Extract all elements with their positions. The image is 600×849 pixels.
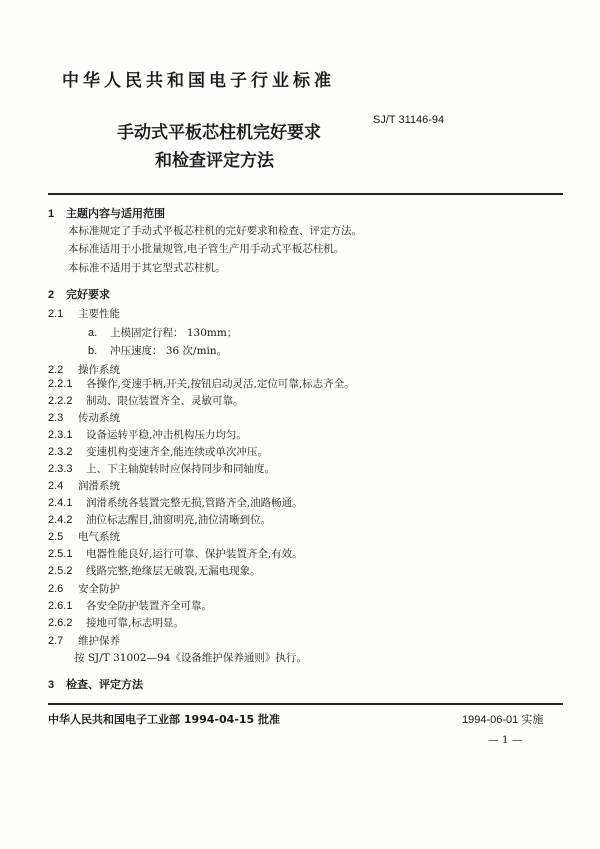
clause-number: 2.3 <box>48 412 64 424</box>
clause-line <box>48 461 275 476</box>
clause-text: 线路完整,绝缘层无破裂,无漏电现象。 <box>86 565 261 577</box>
header-divider <box>48 193 563 195</box>
clause-line <box>48 512 271 527</box>
clause-text: 上模固定行程： 130mm； <box>110 327 238 339</box>
clause-line <box>48 427 247 442</box>
clause-number: 2.5.2 <box>48 565 73 577</box>
clause-line <box>48 529 120 544</box>
approval-note: 中华人民共和国电子工业部 1994-04-15 批准 <box>48 713 281 726</box>
clause-number: 2.3.3 <box>48 463 73 475</box>
clause-text: 操作系统 <box>78 364 120 376</box>
clause-line <box>88 325 237 340</box>
section-title: 主题内容与适用范围 <box>66 207 165 220</box>
issuing-standard-header: 中华人民共和国电子行业标准 <box>62 71 335 91</box>
clause-number: 2.2.2 <box>48 395 73 407</box>
paragraph: 本标准适用于小批量规管,电子管生产用手动式平板芯柱机。 <box>68 243 345 255</box>
clause-number: 2.4.2 <box>48 514 73 526</box>
clause-number: 2.3.2 <box>48 446 73 458</box>
clause-line <box>48 563 261 578</box>
clause-number: 2.7 <box>48 635 64 647</box>
clause-line <box>48 393 244 408</box>
section-1-heading <box>48 205 165 221</box>
clause-text: 油位标志醒目,油窗明亮,油位清晰到位。 <box>86 514 272 526</box>
title-line-2: 和检查评定方法 <box>155 151 274 171</box>
clause-number: 2.6 <box>48 583 64 595</box>
clause-number: 2.1 <box>48 308 64 320</box>
clause-number: 2.2.1 <box>48 378 73 390</box>
section-number: 3 <box>48 679 55 691</box>
clause-text: 电气系统 <box>78 531 120 543</box>
clause-text: 润滑系统各装置完整无损,管路齐全,油路畅通。 <box>86 497 303 509</box>
page-number: — 1 — <box>488 734 523 746</box>
clause-line <box>48 598 212 613</box>
paragraph: 本标准规定了手动式平板芯柱机的完好要求和检查、评定方法。 <box>68 225 362 237</box>
clause-number: 2.6.2 <box>48 617 73 629</box>
clause-number: b. <box>88 345 98 357</box>
clause-text: 各操作,变速手柄,开关,按钮启动灵活,定位可靠,标志齐全。 <box>86 378 355 390</box>
paragraph: 本标准不适用于其它型式芯柱机。 <box>68 262 226 274</box>
standard-code: SJ/T 31146-94 <box>373 114 445 126</box>
clause-number: 2.5.1 <box>48 548 73 560</box>
clause-number: 2.6.1 <box>48 600 73 612</box>
clause-line <box>48 633 120 648</box>
effective-date: 1994-06-01 实施 <box>462 714 544 726</box>
clause-line <box>48 306 120 321</box>
clause-line <box>48 581 120 596</box>
clause-text: 电器性能良好,运行可靠、保护装置齐全,有效。 <box>86 548 303 560</box>
clause-text: 维护保养 <box>78 635 120 647</box>
clause-text: 设备运转平稳,冲击机构压力均匀。 <box>86 429 247 441</box>
section-2-heading <box>48 286 110 302</box>
title-line-1: 手动式平板芯柱机完好要求 <box>117 123 321 143</box>
clause-line <box>48 410 120 425</box>
clause-line <box>48 546 303 561</box>
clause-line <box>48 615 184 630</box>
clause-text: 冲压速度： 36 次/min。 <box>110 345 228 357</box>
clause-number: 2.4.1 <box>48 497 73 509</box>
clause-line <box>48 362 120 377</box>
paragraph: 按 SJ/T 31002—94《设备维护保养通则》执行。 <box>74 652 307 664</box>
section-number: 1 <box>48 208 55 220</box>
clause-number: 2.5 <box>48 531 64 543</box>
clause-text: 安全防护 <box>78 583 120 595</box>
clause-number: 2.4 <box>48 480 64 492</box>
clause-number: 2.3.1 <box>48 429 73 441</box>
section-3-heading <box>48 676 143 692</box>
clause-line <box>48 495 303 510</box>
clause-text: 传动系统 <box>78 412 120 424</box>
clause-number: a. <box>88 327 98 339</box>
clause-text: 主要性能 <box>78 308 120 320</box>
section-number: 2 <box>48 289 55 301</box>
clause-text: 润滑系统 <box>78 480 120 492</box>
clause-number: 2.2 <box>48 364 64 376</box>
clause-text: 制动、限位装置齐全、灵敏可靠。 <box>86 395 244 407</box>
section-title: 检查、评定方法 <box>66 678 143 691</box>
clause-line <box>48 444 268 459</box>
clause-text: 接地可靠,标志明显。 <box>86 617 184 629</box>
clause-text: 上、下主轴旋转时应保持同步和同轴度。 <box>86 463 275 475</box>
section-title: 完好要求 <box>66 288 110 301</box>
clause-text: 变速机构变速齐全,能连续或单次冲压。 <box>86 446 268 458</box>
clause-line <box>88 343 227 358</box>
clause-line <box>48 478 120 493</box>
clause-text: 各安全防护装置齐全可靠。 <box>86 600 212 612</box>
clause-line <box>48 376 355 391</box>
footer-divider <box>48 703 563 705</box>
